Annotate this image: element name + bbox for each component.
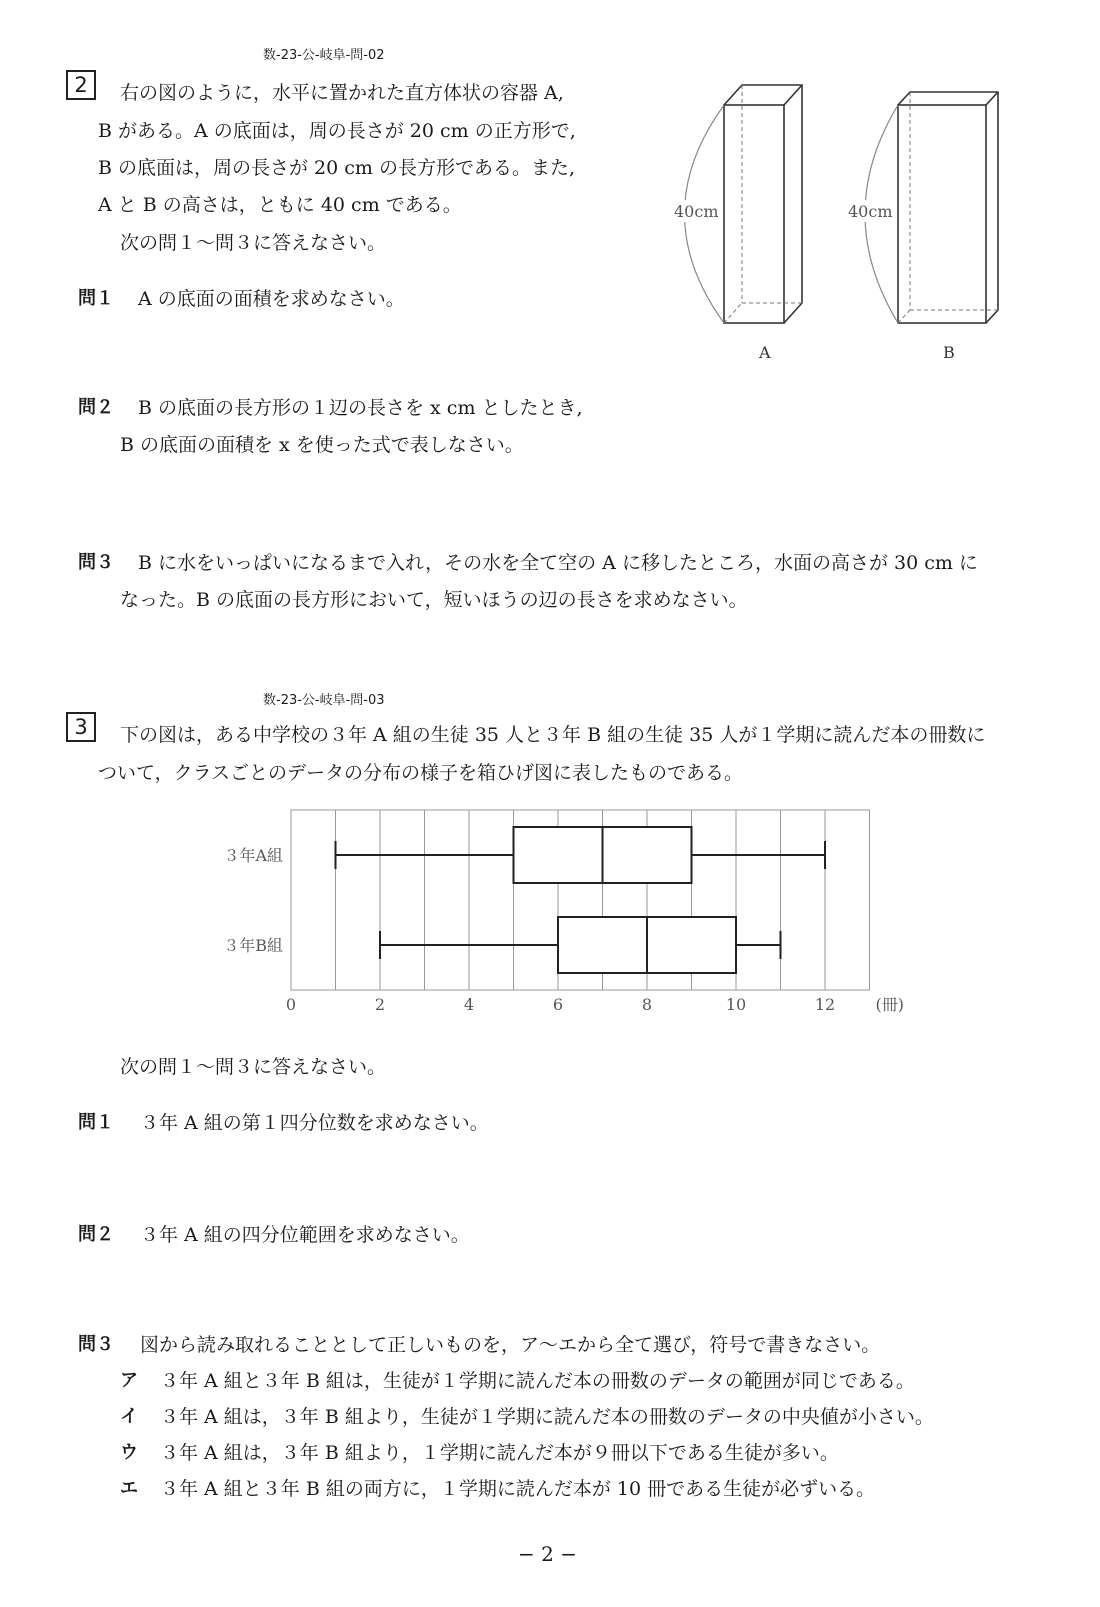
row-label: ３年A組 xyxy=(223,846,283,865)
choice-e-text: ３年 A 組と３年 B 組の両方に，１学期に読んだ本が 10 冊である生徒が必ずいる。 xyxy=(160,1478,876,1500)
containers-figure xyxy=(660,70,1020,370)
q2-intro-line-2: B がある。A の底面は，周の長さが 20 cm の正方形で, xyxy=(98,120,576,142)
x-tick-label: 2 xyxy=(374,995,386,1014)
x-tick-label: 12 xyxy=(814,995,836,1014)
q3-intro-line-2: ついて，クラスごとのデータの分布の様子を箱ひげ図に表したものである。 xyxy=(98,762,744,784)
q2-intro-line-4: A と B の高さは，ともに 40 cm である。 xyxy=(98,194,462,216)
q2-number-box: 2 xyxy=(66,70,96,100)
q3-sub2-text: ３年 A 組の四分位範囲を求めなさい。 xyxy=(140,1224,470,1246)
choice-i-letter: イ xyxy=(120,1406,138,1427)
q3-sub2-label: 問２ xyxy=(78,1224,114,1245)
container-b-label: B xyxy=(943,343,955,362)
q2-code: 数-23-公-岐阜-問-02 xyxy=(263,48,385,63)
q2-sub1-text: A の底面の面積を求めなさい。 xyxy=(138,288,405,310)
x-tick-label: 10 xyxy=(725,995,747,1014)
choice-a-letter: ア xyxy=(120,1370,138,1391)
x-tick-label: 8 xyxy=(641,995,653,1014)
q2-sub2-label: 問２ xyxy=(78,397,114,418)
boxplot-chart xyxy=(200,800,904,1020)
choice-a-text: ３年 A 組と３年 B 組は，生徒が１学期に読んだ本の冊数のデータの範囲が同じである。 xyxy=(160,1370,915,1392)
row-label: ３年B組 xyxy=(223,936,283,955)
q3-sub1-text: ３年 A 組の第１四分位数を求めなさい。 xyxy=(140,1112,489,1134)
q2-intro-line-5: 次の問１～問３に答えなさい。 xyxy=(120,232,387,254)
q3-number-box: 3 xyxy=(66,712,96,742)
q2-sub3-text-1: B に水をいっぱいになるまで入れ，その水を全て空の A に移したところ，水面の高さが 30 cm に xyxy=(138,552,978,574)
q3-instruction: 次の問１～問３に答えなさい。 xyxy=(120,1056,387,1078)
q3-code: 数-23-公-岐阜-問-03 xyxy=(263,693,385,708)
x-tick-label: 6 xyxy=(552,995,564,1014)
q2-sub1-label: 問１ xyxy=(78,288,114,309)
choice-e-letter: エ xyxy=(120,1478,138,1499)
choice-u-text: ３年 A 組は，３年 B 組より，１学期に読んだ本が９冊以下である生徒が多い。 xyxy=(160,1442,839,1464)
q3-sub3-label: 問３ xyxy=(78,1334,114,1355)
height-label-b: 40cm xyxy=(848,202,893,221)
container-a-label: A xyxy=(759,343,771,362)
q2-sub2-text-1: B の底面の長方形の１辺の長さを x cm としたとき, xyxy=(138,397,583,419)
q2-sub3-label: 問３ xyxy=(78,552,114,573)
q3-intro-line-1: 下の図は，ある中学校の３年 A 組の生徒 35 人と３年 B 組の生徒 35 人が１学期に読んだ本の冊数に xyxy=(120,724,986,746)
height-label-a: 40cm xyxy=(674,202,719,221)
boxplot-class-a xyxy=(336,827,826,883)
x-tick-label: 0 xyxy=(285,995,297,1014)
q2-sub3-text-2: なった。B の底面の長方形において，短いほうの辺の長さを求めなさい。 xyxy=(120,589,748,611)
q2-sub2-text-2: B の底面の面積を x を使った式で表しなさい。 xyxy=(120,434,524,456)
q2-intro-line-3: B の底面は，周の長さが 20 cm の長方形である。また, xyxy=(98,157,575,179)
x-unit-label: (冊) xyxy=(875,995,904,1014)
choice-u-letter: ウ xyxy=(120,1442,138,1463)
page-number: − 2 − xyxy=(518,1542,577,1566)
q3-sub3-text: 図から読み取れることとして正しいものを，ア～エから全て選び，符号で書きなさい。 xyxy=(140,1334,881,1356)
choice-i-text: ３年 A 組は，３年 B 組より，生徒が１学期に読んだ本の冊数のデータの中央値が小さい。 xyxy=(160,1406,934,1428)
boxplot-class-b xyxy=(380,917,781,973)
x-tick-label: 4 xyxy=(463,995,475,1014)
q2-intro-line-1: 右の図のように，水平に置かれた直方体状の容器 A, xyxy=(120,82,564,104)
q3-sub1-label: 問１ xyxy=(78,1112,114,1133)
